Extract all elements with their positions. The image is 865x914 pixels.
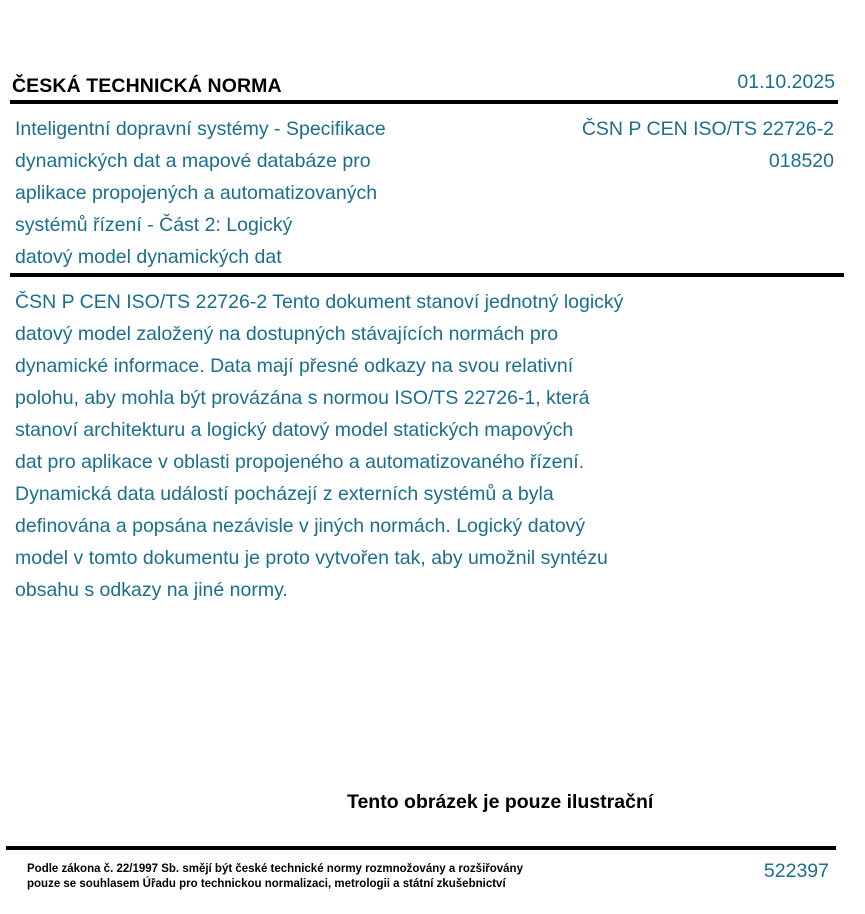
abstract-line: datový model založený na dostupných stávajících normách pro [15,323,559,345]
title-line: systémů řízení - Část 2: Logický [15,214,293,236]
title-line: dynamických dat a mapové databáze pro [15,150,371,172]
legal-notice [27,862,523,892]
title-line: aplikace propojených a automatizovaných [15,182,378,204]
standard-code: ČSN P CEN ISO/TS 22726-2 [581,118,834,140]
abstract-line: definována a popsána nezávisle v jiných normách. Logický datový [15,515,586,537]
abstract-line: Dynamická data událostí pocházejí z externích systémů a byla [15,483,554,505]
legal-line: pouze se souhlasem Úřadu pro technickou normalizaci, metrologii a státní zkušebnictví [27,878,506,890]
classification-number: 018520 [768,150,834,172]
illustration-disclaimer: Tento obrázek je pouze ilustrační [347,791,654,813]
title-line: datový model dynamických dat [15,246,282,268]
abstract-line: model v tomto dokumentu je proto vytvořen tak, aby umožnil syntézu [15,547,608,569]
catalog-number: 522397 [763,860,829,882]
abstract-line: dynamické informace. Data mají přesné odkazy na svou relativní [15,355,574,377]
title-line: Inteligentní dopravní systémy - Specifikace [15,118,386,140]
document-identifiers [514,113,834,177]
document-title [15,113,455,273]
footer-divider [6,846,836,850]
legal-line: Podle zákona č. 22/1997 Sb. smějí být české technické normy rozmnožovány a rozšiřovány [27,863,523,875]
title-divider [10,273,844,277]
standard-type-heading: ČESKÁ TECHNICKÁ NORMA [12,75,282,97]
header-divider [10,100,838,104]
abstract-line: dat pro aplikace v oblasti propojeného a automatizovaného řízení. [15,451,585,473]
publication-date: 01.10.2025 [737,71,835,93]
abstract-line: obsahu s odkazy na jiné normy. [15,579,288,601]
abstract-line: polohu, aby mohla být provázána s normou ISO/TS 22726-1, která [15,387,590,409]
abstract-text [15,286,705,606]
abstract-line: stanoví architekturu a logický datový model statických mapových [15,419,574,441]
abstract-line: ČSN P CEN ISO/TS 22726-2 Tento dokument stanoví jednotný logický [15,291,624,313]
